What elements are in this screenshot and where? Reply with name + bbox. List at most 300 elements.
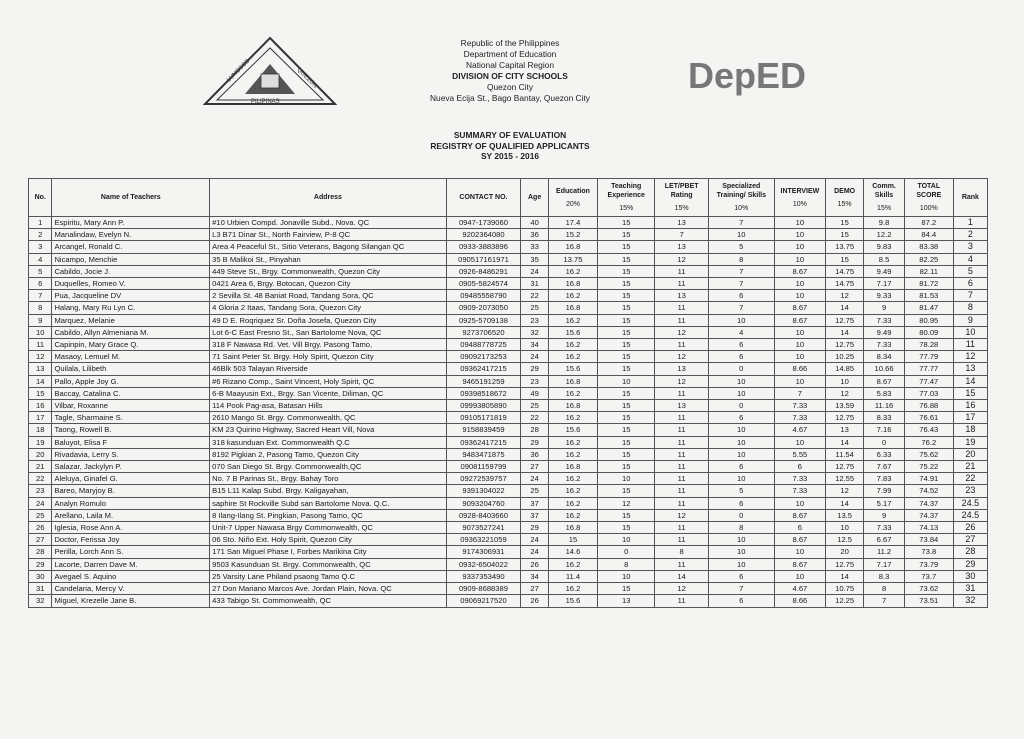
col-education: Education 20% bbox=[548, 179, 597, 217]
cell-demo: 10 bbox=[825, 375, 863, 387]
cell-specialized: 8 bbox=[708, 522, 774, 534]
cell-education: 16.2 bbox=[548, 485, 597, 497]
cell-no: 14 bbox=[29, 375, 52, 387]
cell-address: Area 4 Peaceful St., Sitio Veterans, Bagong Silangan QC bbox=[210, 241, 447, 253]
cell-contact: 09272539757 bbox=[446, 473, 521, 485]
cell-let: 7 bbox=[655, 229, 708, 241]
cell-interview: 7.33 bbox=[774, 400, 825, 412]
cell-rank: 29 bbox=[953, 558, 987, 570]
cell-teaching: 15 bbox=[597, 265, 655, 277]
cell-interview: 8.66 bbox=[774, 363, 825, 375]
cell-rank: 24.5 bbox=[953, 509, 987, 521]
cell-teaching: 15 bbox=[597, 290, 655, 302]
cell-let: 11 bbox=[655, 265, 708, 277]
header-block bbox=[340, 38, 680, 104]
cell-name: Espiritu, Mary Ann P. bbox=[52, 217, 210, 229]
cell-interview: 10 bbox=[774, 375, 825, 387]
cell-total: 76.2 bbox=[904, 436, 953, 448]
cell-address: L3 B71 Dinar St., North Fairview, P-8 QC bbox=[210, 229, 447, 241]
cell-demo: 15 bbox=[825, 253, 863, 265]
cell-comm: 6.67 bbox=[864, 534, 904, 546]
cell-name: Masaoy, Lemuel M. bbox=[52, 351, 210, 363]
cell-comm: 11.2 bbox=[864, 546, 904, 558]
cell-no: 16 bbox=[29, 400, 52, 412]
cell-let: 12 bbox=[655, 326, 708, 338]
cell-name: Perilla, Lorch Ann S. bbox=[52, 546, 210, 558]
col-rank: Rank bbox=[953, 179, 987, 217]
cell-specialized: 5 bbox=[708, 241, 774, 253]
cell-total: 73.62 bbox=[904, 583, 953, 595]
cell-address: 8192 Pigkian 2, Pasong Tamo, Quezon City bbox=[210, 448, 447, 460]
cell-rank: 1 bbox=[953, 217, 987, 229]
cell-comm: 7 bbox=[864, 595, 904, 607]
cell-let: 13 bbox=[655, 290, 708, 302]
cell-let: 11 bbox=[655, 497, 708, 509]
cell-interview: 10 bbox=[774, 241, 825, 253]
cell-education: 15.2 bbox=[548, 229, 597, 241]
cell-name: Aleluya, Ginafel G. bbox=[52, 473, 210, 485]
cell-no: 28 bbox=[29, 546, 52, 558]
cell-education: 16.8 bbox=[548, 400, 597, 412]
cell-specialized: 6 bbox=[708, 570, 774, 582]
cell-address: 114 Pook Pag-asa, Batasan Hills bbox=[210, 400, 447, 412]
cell-teaching: 15 bbox=[597, 217, 655, 229]
table-row bbox=[29, 424, 988, 436]
cell-interview: 6 bbox=[774, 461, 825, 473]
cell-specialized: 4 bbox=[708, 326, 774, 338]
cell-name: Vilbar, Roxanne bbox=[52, 400, 210, 412]
cell-interview: 8.67 bbox=[774, 509, 825, 521]
cell-no: 20 bbox=[29, 448, 52, 460]
cell-demo: 14 bbox=[825, 302, 863, 314]
cell-age: 36 bbox=[521, 229, 549, 241]
cell-demo: 14.85 bbox=[825, 363, 863, 375]
cell-name: Baccay, Catalina C. bbox=[52, 387, 210, 399]
cell-total: 74.52 bbox=[904, 485, 953, 497]
cell-age: 35 bbox=[521, 253, 549, 265]
cell-teaching: 15 bbox=[597, 241, 655, 253]
cell-total: 77.79 bbox=[904, 351, 953, 363]
cell-let: 11 bbox=[655, 448, 708, 460]
cell-total: 73.7 bbox=[904, 570, 953, 582]
cell-specialized: 6 bbox=[708, 412, 774, 424]
cell-no: 15 bbox=[29, 387, 52, 399]
cell-teaching: 15 bbox=[597, 253, 655, 265]
cell-age: 23 bbox=[521, 375, 549, 387]
cell-specialized: 10 bbox=[708, 546, 774, 558]
cell-let: 12 bbox=[655, 509, 708, 521]
cell-comm: 7.33 bbox=[864, 522, 904, 534]
cell-rank: 13 bbox=[953, 363, 987, 375]
cell-education: 15.6 bbox=[548, 424, 597, 436]
col-interview: INTERVIEW 10% bbox=[774, 179, 825, 217]
col-comm: Comm. Skills 15% bbox=[864, 179, 904, 217]
table-row bbox=[29, 509, 988, 521]
cell-age: 24 bbox=[521, 534, 549, 546]
cell-name: Rivadavia, Lerry S. bbox=[52, 448, 210, 460]
cell-teaching: 15 bbox=[597, 583, 655, 595]
table-row bbox=[29, 522, 988, 534]
cell-contact: 9073527241 bbox=[446, 522, 521, 534]
cell-demo: 14.75 bbox=[825, 278, 863, 290]
cell-specialized: 7 bbox=[708, 302, 774, 314]
cell-specialized: 5 bbox=[708, 485, 774, 497]
svg-text:DepED: DepED bbox=[688, 55, 807, 96]
cell-teaching: 15 bbox=[597, 509, 655, 521]
cell-education: 16.2 bbox=[548, 314, 597, 326]
cell-let: 13 bbox=[655, 241, 708, 253]
cell-address: Unit-7 Upper Nawasa Brgy Commonwealth, QC bbox=[210, 522, 447, 534]
cell-let: 13 bbox=[655, 217, 708, 229]
cell-name: Lacorte, Darren Dave M. bbox=[52, 558, 210, 570]
cell-comm: 8.67 bbox=[864, 375, 904, 387]
cell-interview: 10 bbox=[774, 253, 825, 265]
cell-total: 83.38 bbox=[904, 241, 953, 253]
table-row bbox=[29, 570, 988, 582]
cell-age: 24 bbox=[521, 546, 549, 558]
cell-age: 22 bbox=[521, 290, 549, 302]
cell-interview: 4.67 bbox=[774, 583, 825, 595]
cell-contact: 9391304022 bbox=[446, 485, 521, 497]
cell-name: Manalindaw, Evelyn N. bbox=[52, 229, 210, 241]
cell-total: 77.77 bbox=[904, 363, 953, 375]
cell-interview: 8.67 bbox=[774, 265, 825, 277]
cell-comm: 8.5 bbox=[864, 253, 904, 265]
cell-name: Cabildo, Jocie J. bbox=[52, 265, 210, 277]
cell-address: No. 7 B Parinas St., Brgy. Bahay Toro bbox=[210, 473, 447, 485]
cell-teaching: 15 bbox=[597, 412, 655, 424]
cell-demo: 14 bbox=[825, 570, 863, 582]
cell-age: 37 bbox=[521, 497, 549, 509]
svg-text:QUEZON: QUEZON bbox=[295, 67, 318, 90]
cell-no: 31 bbox=[29, 583, 52, 595]
title-registry: REGISTRY OF QUALIFIED APPLICANTS bbox=[430, 140, 590, 151]
cell-interview: 8.67 bbox=[774, 314, 825, 326]
cell-age: 25 bbox=[521, 400, 549, 412]
cell-name: Marquez, Melanie bbox=[52, 314, 210, 326]
cell-demo: 14.75 bbox=[825, 265, 863, 277]
cell-education: 15.6 bbox=[548, 326, 597, 338]
cell-let: 11 bbox=[655, 412, 708, 424]
cell-teaching: 15 bbox=[597, 522, 655, 534]
cell-rank: 27 bbox=[953, 534, 987, 546]
table-row bbox=[29, 253, 988, 265]
cell-education: 16.2 bbox=[548, 473, 597, 485]
cell-no: 19 bbox=[29, 436, 52, 448]
cell-teaching: 15 bbox=[597, 400, 655, 412]
table-row bbox=[29, 485, 988, 497]
cell-teaching: 15 bbox=[597, 461, 655, 473]
cell-rank: 4 bbox=[953, 253, 987, 265]
cell-let: 11 bbox=[655, 595, 708, 607]
cell-age: 31 bbox=[521, 278, 549, 290]
cell-age: 29 bbox=[521, 436, 549, 448]
cell-education: 13.75 bbox=[548, 253, 597, 265]
cell-total: 73.84 bbox=[904, 534, 953, 546]
cell-let: 11 bbox=[655, 314, 708, 326]
col-contact: CONTACT NO. bbox=[446, 179, 521, 217]
cell-specialized: 10 bbox=[708, 534, 774, 546]
cell-interview: 10 bbox=[774, 570, 825, 582]
table-row bbox=[29, 448, 988, 460]
cell-teaching: 15 bbox=[597, 424, 655, 436]
cell-teaching: 10 bbox=[597, 534, 655, 546]
cell-address: 27 Don Mariano Marcos Ave. Jordan Plain, Nova. QC bbox=[210, 583, 447, 595]
cell-age: 40 bbox=[521, 217, 549, 229]
cell-demo: 12.75 bbox=[825, 314, 863, 326]
cell-address: 06 Sto. Niño Ext. Holy Spirit, Quezon City bbox=[210, 534, 447, 546]
cell-education: 16.8 bbox=[548, 522, 597, 534]
cell-interview: 7.33 bbox=[774, 485, 825, 497]
cell-teaching: 15 bbox=[597, 448, 655, 460]
cell-address: #10 Urbien Compd. Jonaville Subd., Nova. QC bbox=[210, 217, 447, 229]
cell-address: #6 Rizano Comp., Saint Vincent, Holy Spirit, QC bbox=[210, 375, 447, 387]
cell-age: 37 bbox=[521, 509, 549, 521]
table-row bbox=[29, 387, 988, 399]
table-row bbox=[29, 241, 988, 253]
col-no: No. bbox=[29, 179, 52, 217]
cell-comm: 7.67 bbox=[864, 461, 904, 473]
cell-specialized: 6 bbox=[708, 290, 774, 302]
cell-demo: 12.75 bbox=[825, 461, 863, 473]
table-row bbox=[29, 461, 988, 473]
cell-let: 12 bbox=[655, 351, 708, 363]
cell-rank: 7 bbox=[953, 290, 987, 302]
cell-age: 29 bbox=[521, 363, 549, 375]
cell-contact: 9202364080 bbox=[446, 229, 521, 241]
cell-demo: 13.75 bbox=[825, 241, 863, 253]
cell-education: 15.6 bbox=[548, 595, 597, 607]
cell-name: Avegael S. Aquino bbox=[52, 570, 210, 582]
cell-education: 16.2 bbox=[548, 290, 597, 302]
cell-rank: 28 bbox=[953, 546, 987, 558]
cell-demo: 12 bbox=[825, 485, 863, 497]
cell-let: 11 bbox=[655, 485, 708, 497]
cell-comm: 8.3 bbox=[864, 570, 904, 582]
cell-no: 24 bbox=[29, 497, 52, 509]
cell-address: 6-B Maayusin Ext., Brgy. San Vicente, Diliman, QC bbox=[210, 387, 447, 399]
cell-name: Pallo, Apple Joy G. bbox=[52, 375, 210, 387]
cell-education: 15 bbox=[548, 534, 597, 546]
cell-teaching: 0 bbox=[597, 546, 655, 558]
cell-total: 75.62 bbox=[904, 448, 953, 460]
cell-teaching: 15 bbox=[597, 339, 655, 351]
cell-contact: 9174306931 bbox=[446, 546, 521, 558]
cell-let: 11 bbox=[655, 522, 708, 534]
table-row bbox=[29, 229, 988, 241]
header-line: National Capital Region bbox=[466, 60, 554, 70]
cell-education: 16.8 bbox=[548, 461, 597, 473]
cell-total: 73.51 bbox=[904, 595, 953, 607]
cell-specialized: 6 bbox=[708, 461, 774, 473]
cell-interview: 5.55 bbox=[774, 448, 825, 460]
cell-comm: 0 bbox=[864, 436, 904, 448]
cell-rank: 18 bbox=[953, 424, 987, 436]
cell-no: 22 bbox=[29, 473, 52, 485]
cell-age: 49 bbox=[521, 387, 549, 399]
cell-total: 81.47 bbox=[904, 302, 953, 314]
cell-comm: 7.16 bbox=[864, 424, 904, 436]
table-row bbox=[29, 412, 988, 424]
cell-demo: 10.75 bbox=[825, 583, 863, 595]
cell-comm: 7.33 bbox=[864, 339, 904, 351]
col-specialized: Specialized Training/ Skills 10% bbox=[708, 179, 774, 217]
cell-age: 22 bbox=[521, 412, 549, 424]
cell-address: 318 F Nawasa Rd. Vet. Vill Brgy. Pasong Tamo, bbox=[210, 339, 447, 351]
cell-demo: 12 bbox=[825, 290, 863, 302]
table-row bbox=[29, 534, 988, 546]
cell-education: 16.2 bbox=[548, 436, 597, 448]
cell-rank: 32 bbox=[953, 595, 987, 607]
cell-teaching: 10 bbox=[597, 570, 655, 582]
header-line: Republic of the Philippines bbox=[460, 38, 560, 48]
document-titles bbox=[340, 130, 680, 162]
cell-let: 13 bbox=[655, 363, 708, 375]
cell-age: 27 bbox=[521, 583, 549, 595]
cell-address: 4 Gloria 2 Itaas, Tandang Sora, Quezon City bbox=[210, 302, 447, 314]
cell-education: 11.4 bbox=[548, 570, 597, 582]
cell-address: 46Blk 503 Talayan Riverside bbox=[210, 363, 447, 375]
cell-name: Nicampo, Menchie bbox=[52, 253, 210, 265]
cell-education: 17.4 bbox=[548, 217, 597, 229]
cell-no: 23 bbox=[29, 485, 52, 497]
cell-contact: 09488778725 bbox=[446, 339, 521, 351]
cell-contact: 0905-5824574 bbox=[446, 278, 521, 290]
cell-teaching: 15 bbox=[597, 302, 655, 314]
cell-age: 26 bbox=[521, 595, 549, 607]
cell-specialized: 10 bbox=[708, 229, 774, 241]
cell-comm: 5.83 bbox=[864, 387, 904, 399]
cell-no: 1 bbox=[29, 217, 52, 229]
table-row bbox=[29, 595, 988, 607]
cell-rank: 24.5 bbox=[953, 497, 987, 509]
cell-no: 11 bbox=[29, 339, 52, 351]
cell-demo: 14 bbox=[825, 326, 863, 338]
cell-teaching: 10 bbox=[597, 473, 655, 485]
cell-rank: 9 bbox=[953, 314, 987, 326]
deped-logo bbox=[688, 50, 808, 98]
cell-total: 76.43 bbox=[904, 424, 953, 436]
cell-total: 77.47 bbox=[904, 375, 953, 387]
cell-no: 21 bbox=[29, 461, 52, 473]
cell-comm: 7.17 bbox=[864, 278, 904, 290]
header-line: Nueva Ecija St., Bago Bantay, Quezon City bbox=[430, 93, 590, 103]
cell-rank: 2 bbox=[953, 229, 987, 241]
cell-interview: 10 bbox=[774, 497, 825, 509]
cell-age: 36 bbox=[521, 448, 549, 460]
cell-comm: 5.17 bbox=[864, 497, 904, 509]
cell-rank: 23 bbox=[953, 485, 987, 497]
cell-education: 16.2 bbox=[548, 265, 597, 277]
cell-total: 73.79 bbox=[904, 558, 953, 570]
cell-teaching: 15 bbox=[597, 278, 655, 290]
cell-demo: 13 bbox=[825, 424, 863, 436]
cell-comm: 7.83 bbox=[864, 473, 904, 485]
cell-total: 80.09 bbox=[904, 326, 953, 338]
cell-interview: 10 bbox=[774, 278, 825, 290]
table-row bbox=[29, 583, 988, 595]
cell-comm: 11.16 bbox=[864, 400, 904, 412]
cell-let: 13 bbox=[655, 400, 708, 412]
cell-rank: 14 bbox=[953, 375, 987, 387]
cell-contact: 0947-1739060 bbox=[446, 217, 521, 229]
cell-comm: 9 bbox=[864, 302, 904, 314]
cell-no: 12 bbox=[29, 351, 52, 363]
cell-education: 16.2 bbox=[548, 448, 597, 460]
cell-address: 171 San Miguel Phase I, Forbes Marikina City bbox=[210, 546, 447, 558]
cell-name: Tagle, Sharmaine S. bbox=[52, 412, 210, 424]
cell-total: 74.37 bbox=[904, 509, 953, 521]
cell-total: 81.72 bbox=[904, 278, 953, 290]
cell-age: 32 bbox=[521, 326, 549, 338]
cell-education: 16.2 bbox=[548, 497, 597, 509]
cell-address: Lot 6-C East Fresno St., San Bartolome Nova, QC bbox=[210, 326, 447, 338]
cell-let: 11 bbox=[655, 436, 708, 448]
cell-contact: 09398518672 bbox=[446, 387, 521, 399]
cell-address: 71 Saint Peter St. Brgy. Holy Spirit, Quezon City bbox=[210, 351, 447, 363]
cell-interview: 7.33 bbox=[774, 473, 825, 485]
cell-total: 76.61 bbox=[904, 412, 953, 424]
cell-interview: 8.67 bbox=[774, 302, 825, 314]
table-row bbox=[29, 326, 988, 338]
col-name: Name of Teachers bbox=[52, 179, 210, 217]
cell-interview: 10 bbox=[774, 436, 825, 448]
cell-comm: 8.34 bbox=[864, 351, 904, 363]
cell-let: 11 bbox=[655, 278, 708, 290]
cell-contact: 9465191259 bbox=[446, 375, 521, 387]
cell-contact: 09092173253 bbox=[446, 351, 521, 363]
cell-comm: 7.99 bbox=[864, 485, 904, 497]
cell-rank: 20 bbox=[953, 448, 987, 460]
cell-specialized: 10 bbox=[708, 375, 774, 387]
cell-name: Bareo, Maryjoy B. bbox=[52, 485, 210, 497]
cell-address: 35 B Malikoi St., Pinyahan bbox=[210, 253, 447, 265]
cell-interview: 7 bbox=[774, 387, 825, 399]
cell-age: 23 bbox=[521, 314, 549, 326]
header-line: Department of Education bbox=[463, 49, 557, 59]
cell-demo: 12.75 bbox=[825, 558, 863, 570]
cell-total: 82.25 bbox=[904, 253, 953, 265]
cell-interview: 7.33 bbox=[774, 412, 825, 424]
cell-comm: 9.49 bbox=[864, 326, 904, 338]
cell-comm: 12.2 bbox=[864, 229, 904, 241]
cell-education: 16.2 bbox=[548, 509, 597, 521]
cell-name: Arcangel, Ronald C. bbox=[52, 241, 210, 253]
cell-let: 12 bbox=[655, 583, 708, 595]
cell-education: 16.8 bbox=[548, 278, 597, 290]
cell-address: 449 Steve St., Brgy. Commonwealth, Quezon City bbox=[210, 265, 447, 277]
cell-contact: 9337353490 bbox=[446, 570, 521, 582]
cell-comm: 9.49 bbox=[864, 265, 904, 277]
cell-rank: 31 bbox=[953, 583, 987, 595]
table-row bbox=[29, 302, 988, 314]
cell-education: 16.8 bbox=[548, 375, 597, 387]
cell-demo: 12 bbox=[825, 387, 863, 399]
col-address: Address bbox=[210, 179, 447, 217]
cell-teaching: 15 bbox=[597, 229, 655, 241]
cell-teaching: 15 bbox=[597, 314, 655, 326]
cell-age: 34 bbox=[521, 339, 549, 351]
cell-address: 8 Ilang-Ilang St. Pingkian, Pasong Tamo, QC bbox=[210, 509, 447, 521]
cell-demo: 14 bbox=[825, 497, 863, 509]
cell-total: 87.2 bbox=[904, 217, 953, 229]
table-header-row bbox=[29, 179, 988, 217]
cell-contact: 09993805890 bbox=[446, 400, 521, 412]
header-line: Quezon City bbox=[486, 82, 534, 92]
cell-demo: 12.25 bbox=[825, 595, 863, 607]
cell-no: 10 bbox=[29, 326, 52, 338]
cell-age: 24 bbox=[521, 265, 549, 277]
